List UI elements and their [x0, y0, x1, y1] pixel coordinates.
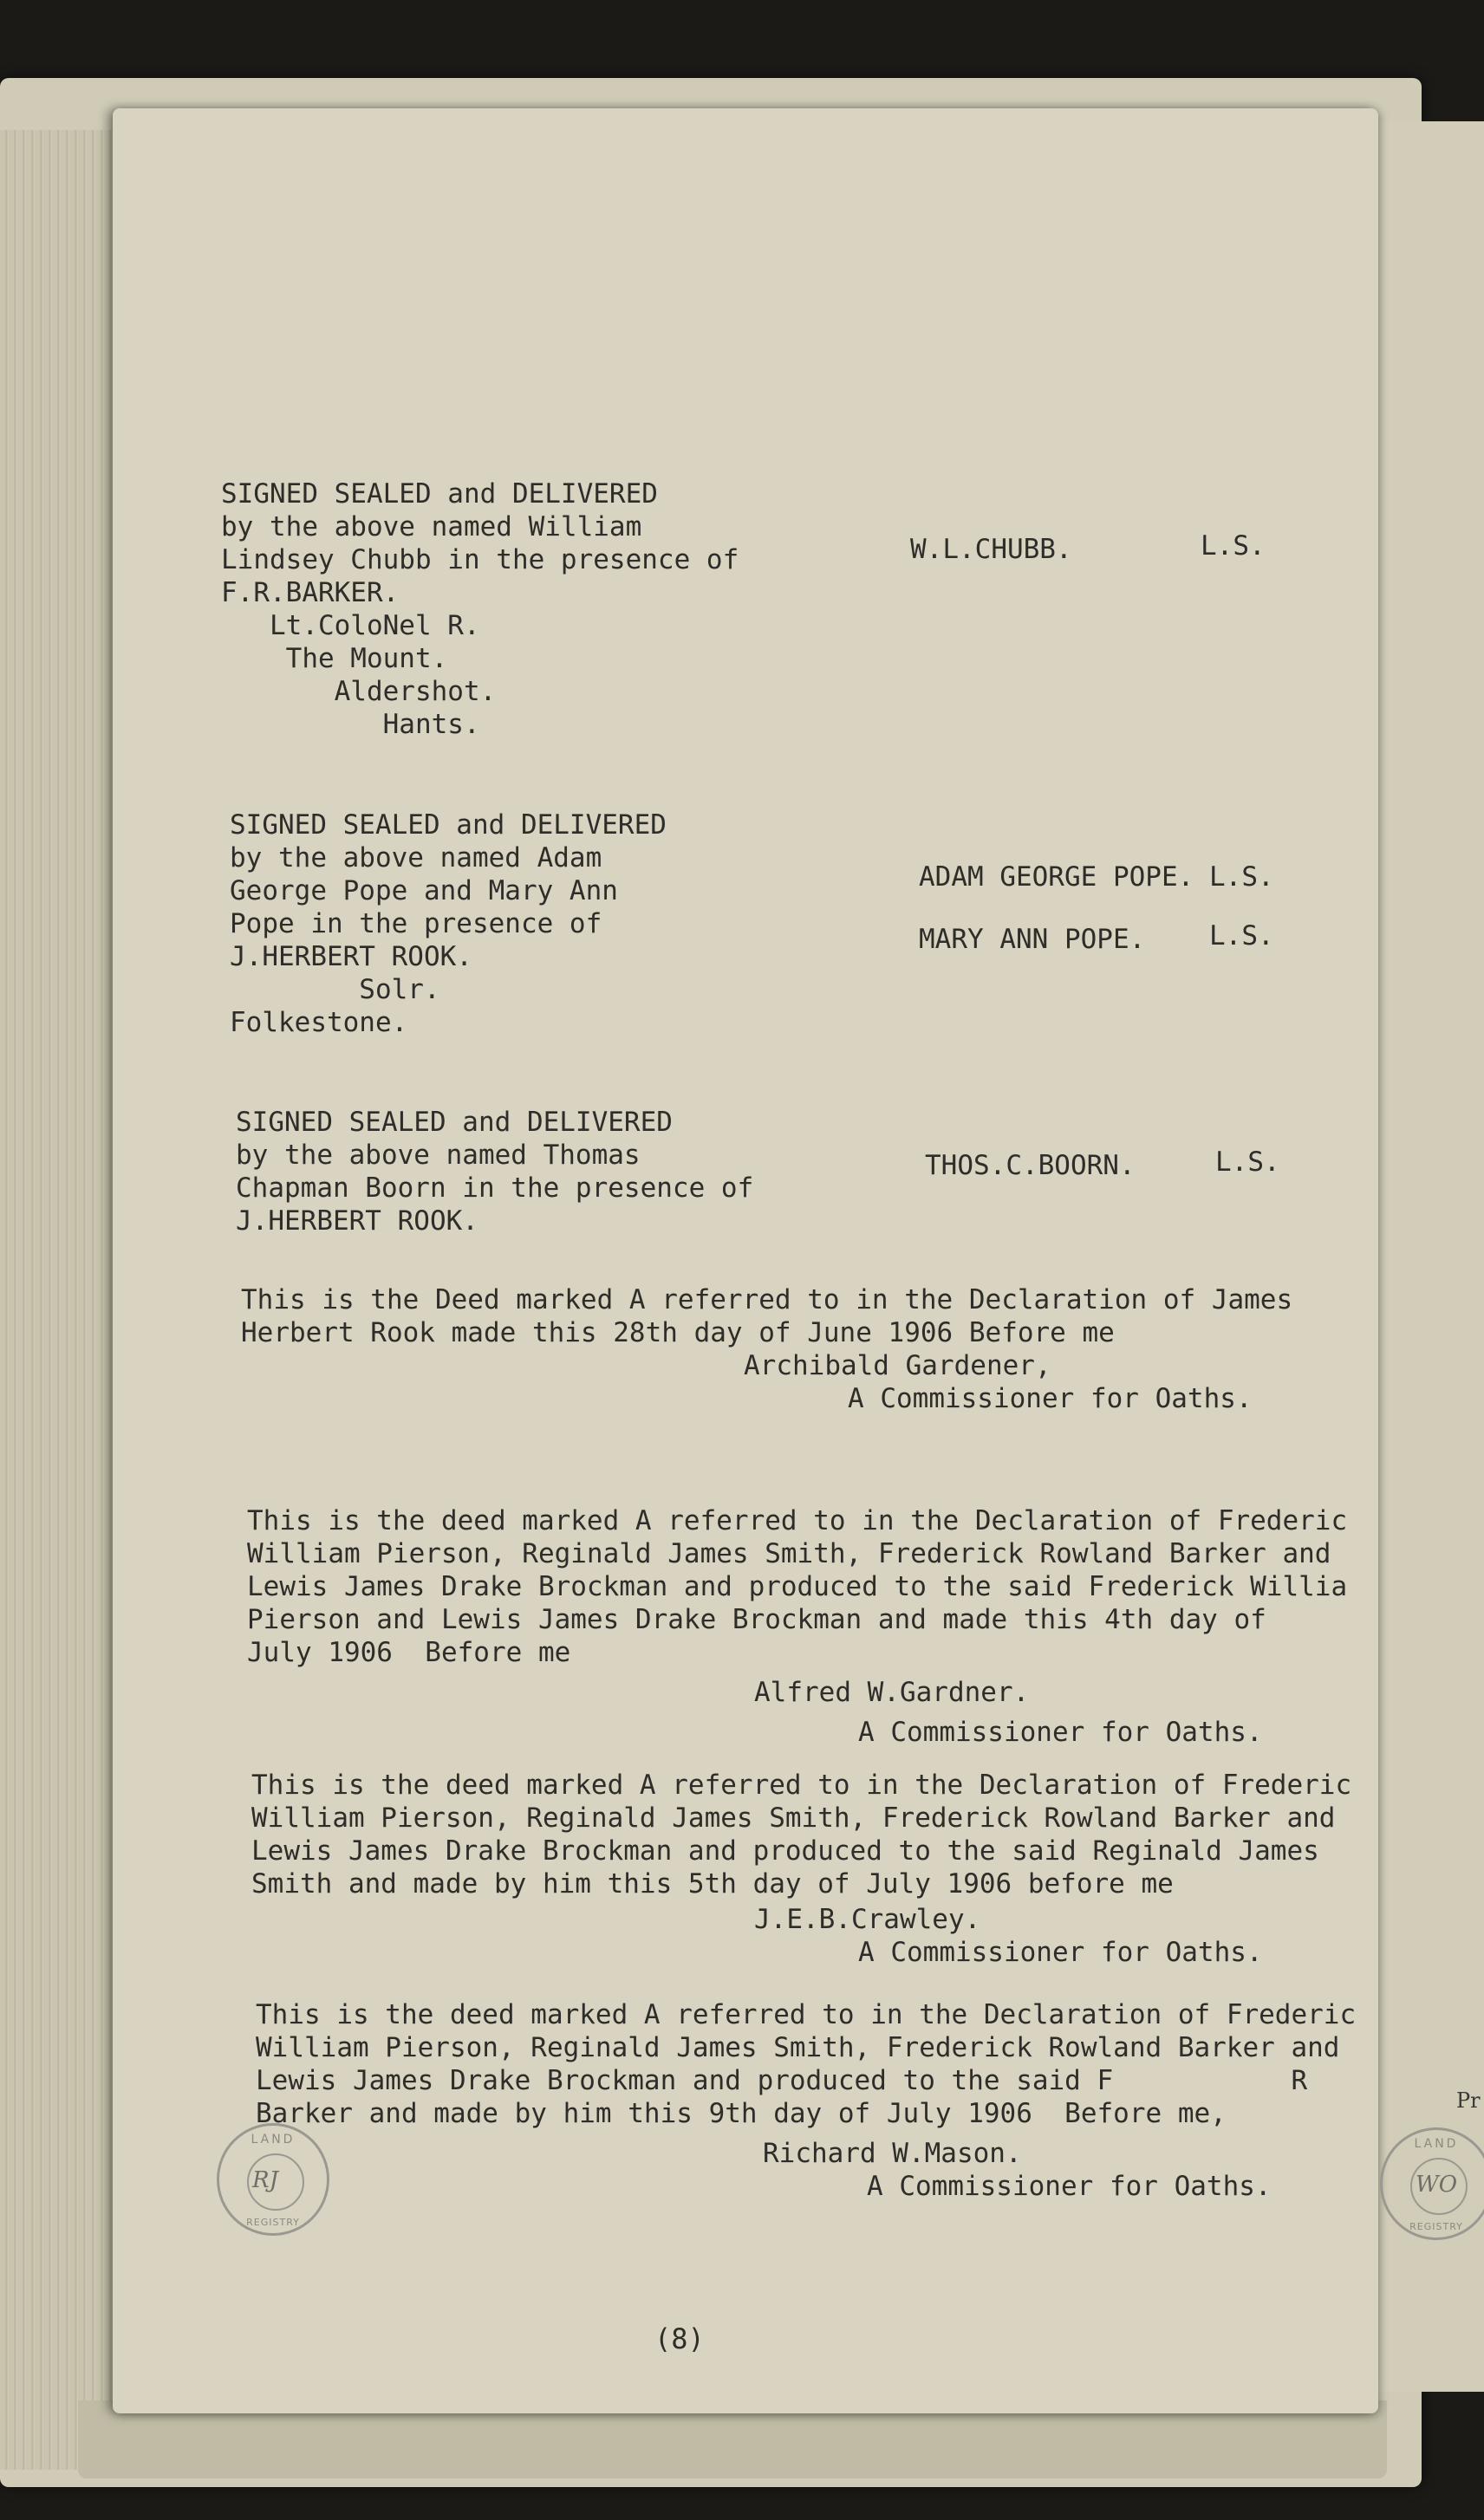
seal-mark: L.S. [1209, 861, 1274, 893]
seal-mark: L.S. [1201, 530, 1266, 562]
declaration-line: Smith and made by him this 5th day of July 1906 before me [251, 1868, 1174, 1900]
block-line: George Pope and Mary Ann [230, 875, 618, 906]
seal-mark: L.S. [1209, 920, 1274, 951]
declaration-line: Lewis James Drake Brockman and produced to the said Reginald James [251, 1835, 1319, 1867]
document-page [113, 108, 1378, 2413]
stamp-ring-top: LAND [251, 2133, 296, 2147]
stamp-ring-bottom: REGISTRY [246, 2217, 300, 2228]
stamp-ring-top: LAND [1414, 2137, 1459, 2151]
block-line: The Mount. [221, 643, 448, 674]
seal-mark: L.S. [1215, 1146, 1280, 1178]
block-line: Lt.ColoNel R. [221, 610, 480, 641]
land-registry-stamp-right [1380, 2127, 1484, 2240]
block-line: SIGNED SEALED and DELIVERED [221, 478, 658, 510]
commissioner-title: A Commissioner for Oaths. [848, 1383, 1253, 1414]
facing-page-edge [1374, 121, 1484, 2392]
declaration-line: This is the deed marked A referred to in the Declaration of Frederic [256, 1999, 1357, 2030]
commissioner-name: J.E.B.Crawley. [754, 1904, 981, 1935]
block-line: SIGNED SEALED and DELIVERED [230, 809, 667, 841]
block-line: by the above named Adam [230, 842, 602, 874]
stamp-initials: WO [1416, 2172, 1458, 2198]
land-registry-stamp [217, 2123, 329, 2236]
declaration-line: Pierson and Lewis James Drake Brockman and made this 4th day of [247, 1604, 1266, 1635]
block-line: SIGNED SEALED and DELIVERED [236, 1107, 673, 1138]
block-line: Solr. [230, 974, 440, 1005]
declaration-line: William Pierson, Reginald James Smith, Frederick Rowland Barker and [251, 1802, 1336, 1834]
declaration-line: This is the Deed marked A referred to in the Declaration of James [241, 1284, 1293, 1315]
stamp-initials: RJ [252, 2167, 278, 2193]
commissioner-name: Alfred W.Gardner. [754, 1677, 1030, 1708]
page-number: (8) [654, 2322, 705, 2355]
page-edges [0, 130, 121, 2470]
declaration-line: Barker and made by him this 9th day of July 1906 Before me, [256, 2098, 1227, 2129]
commissioner-title: A Commissioner for Oaths. [858, 1717, 1263, 1748]
block-line: by the above named William [221, 511, 642, 542]
commissioner-title: A Commissioner for Oaths. [867, 2171, 1272, 2202]
declaration-line: This is the deed marked A referred to in the Declaration of Frederic [251, 1770, 1352, 1801]
commissioner-title: A Commissioner for Oaths. [858, 1937, 1263, 1968]
signatory-name: W.L.CHUBB. [910, 534, 1072, 565]
signatory-name: MARY ANN POPE. [919, 924, 1146, 955]
block-line: Lindsey Chubb in the presence of [221, 544, 739, 575]
declaration-line: William Pierson, Reginald James Smith, Frederick Rowland Barker and [256, 2032, 1340, 2063]
signatory-name: ADAM GEORGE POPE. [919, 861, 1194, 893]
commissioner-name: Archibald Gardener, [744, 1350, 1051, 1381]
block-line: Hants. [221, 709, 480, 740]
block-line: Pope in the presence of [230, 908, 602, 939]
block-line: Folkestone. [230, 1007, 408, 1038]
declaration-line: This is the deed marked A referred to in the Declaration of Frederic [247, 1505, 1348, 1536]
declaration-line: Herbert Rook made this 28th day of June 1906 Before me [241, 1317, 1115, 1348]
commissioner-name: Richard W.Mason. [763, 2138, 1022, 2169]
block-line: F.R.BARKER. [221, 577, 400, 608]
block-line: Aldershot. [221, 676, 497, 707]
block-line: Chapman Boorn in the presence of [236, 1172, 754, 1204]
declaration-line: July 1906 Before me [247, 1637, 571, 1668]
declaration-line: William Pierson, Reginald James Smith, Frederick Rowland Barker and [247, 1538, 1331, 1569]
stamp-ring-bottom: REGISTRY [1409, 2221, 1463, 2232]
block-line: J.HERBERT ROOK. [230, 941, 472, 972]
block-line: by the above named Thomas [236, 1140, 641, 1171]
margin-note: Pr [1456, 2088, 1481, 2113]
declaration-line: Lewis James Drake Brockman and produced to the said Frederick Willia [247, 1571, 1348, 1602]
declaration-line: Lewis James Drake Brockman and produced to the said F R [256, 2065, 1308, 2096]
block-line: J.HERBERT ROOK. [236, 1205, 478, 1237]
signatory-name: THOS.C.BOORN. [925, 1150, 1136, 1181]
